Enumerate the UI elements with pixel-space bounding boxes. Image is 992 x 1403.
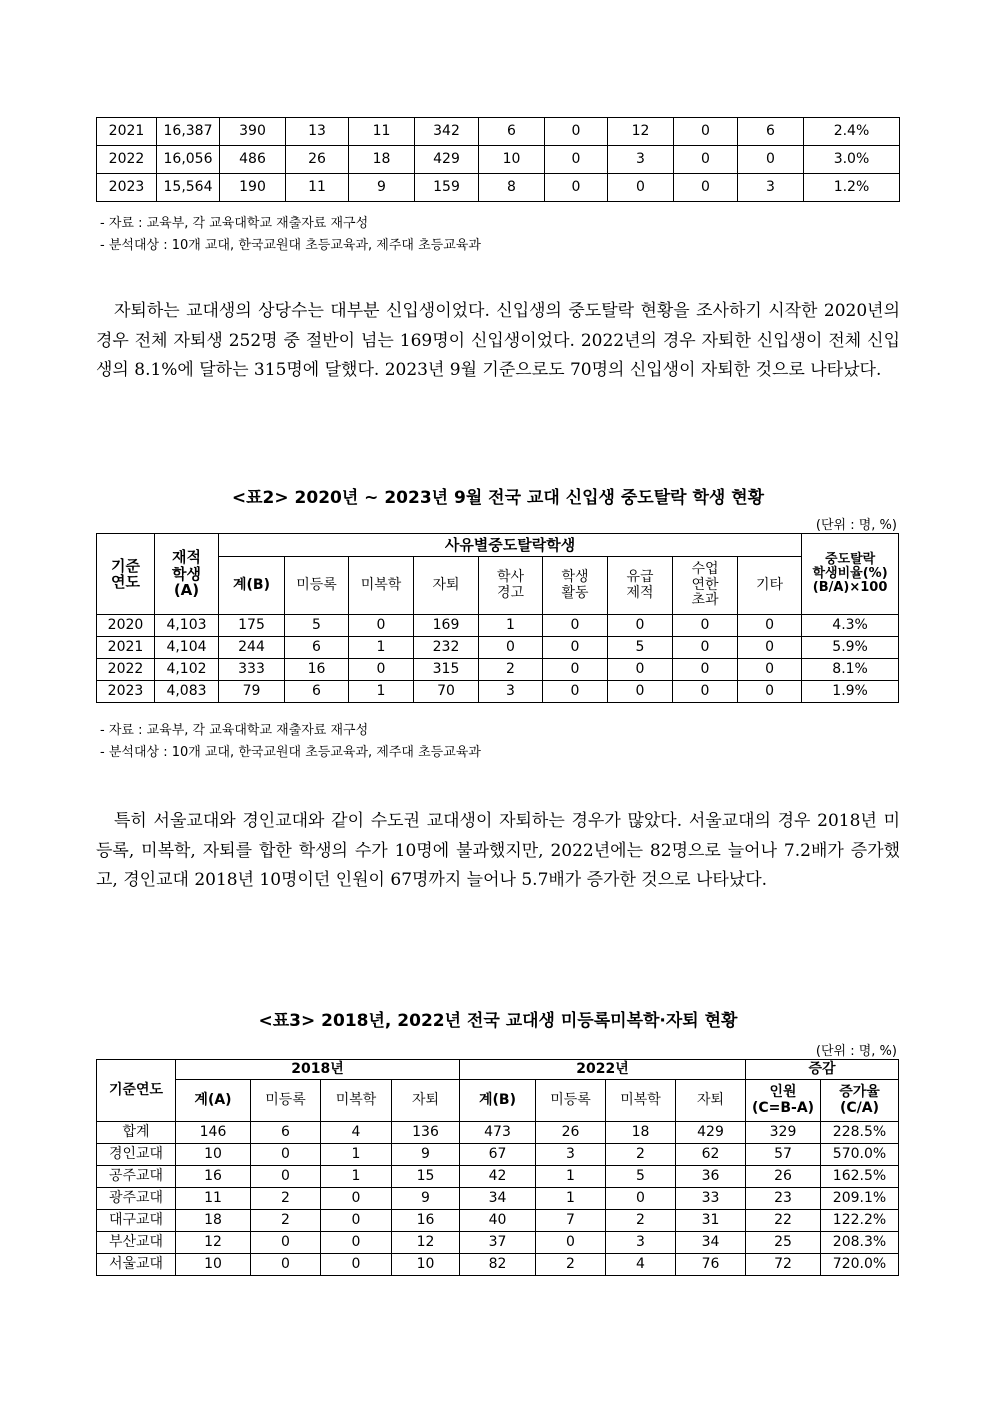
header-2018: 2018년 (176, 1060, 460, 1080)
table-cell: 0 (321, 1232, 392, 1254)
table-cell: 4 (321, 1122, 392, 1144)
table-cell: 16,056 (157, 146, 220, 174)
table-row (97, 1188, 899, 1210)
table-cell: 11 (286, 174, 349, 202)
table-cell: 2021 (97, 637, 155, 659)
table-cell: 0 (543, 659, 608, 681)
table-cell: 0 (738, 615, 802, 637)
table-cell: 4,103 (155, 615, 219, 637)
table-row (97, 146, 900, 174)
table-cell: 1 (536, 1166, 606, 1188)
table-cell: 3 (738, 174, 804, 202)
table-cell: 209.1% (821, 1188, 899, 1210)
table-cell: 1.9% (802, 681, 899, 703)
table-cell: 16 (285, 659, 349, 681)
table-cell: 2 (606, 1144, 676, 1166)
table-cell: 8.1% (802, 659, 899, 681)
header-enrolled: 재적 학생 (A) (155, 534, 219, 615)
table-cell: 5 (608, 637, 673, 659)
header-overdue: 수업 연한 초과 (673, 557, 738, 615)
table-cell: 16,387 (157, 118, 220, 146)
table-cell: 공주교대 (97, 1166, 176, 1188)
header-academic-warning: 학사 경고 (479, 557, 543, 615)
table-cell: 5 (285, 615, 349, 637)
table-cell: 2022 (97, 659, 155, 681)
table-cell: 부산교대 (97, 1232, 176, 1254)
table-cell: 1 (349, 681, 414, 703)
table-cell: 0 (608, 659, 673, 681)
table1-note-source: - 자료 : 교육부, 각 교육대학교 재출자료 재구성 (100, 216, 369, 231)
table-cell: 175 (219, 615, 285, 637)
table-cell: 2020 (97, 615, 155, 637)
header-rate: 중도탈락 학생비율(%) (B/A)×100 (802, 534, 899, 615)
table-cell: 7 (536, 1210, 606, 1232)
table-cell: 9 (349, 174, 415, 202)
table-cell: 228.5% (821, 1122, 899, 1144)
table-row (97, 659, 899, 681)
table-cell: 2021 (97, 118, 157, 146)
table-cell: 0 (321, 1188, 392, 1210)
table-cell: 67 (460, 1144, 536, 1166)
header-dropout: 자퇴 (392, 1080, 460, 1122)
table-cell: 0 (251, 1166, 321, 1188)
table-cell: 342 (415, 118, 479, 146)
header-not-returned: 미복학 (321, 1080, 392, 1122)
table-cell: 70 (414, 681, 479, 703)
header-other: 기타 (738, 557, 802, 615)
table-cell: 570.0% (821, 1144, 899, 1166)
table-cell: 2023 (97, 174, 157, 202)
table-cell: 2023 (97, 681, 155, 703)
table-1-continuation (96, 117, 900, 202)
table-cell: 473 (460, 1122, 536, 1144)
table-cell: 11 (176, 1188, 251, 1210)
table2-note-scope: - 분석대상 : 10개 교대, 한국교원대 초등교육과, 제주대 초등교육과 (100, 745, 481, 760)
table-cell: 12 (608, 118, 674, 146)
table-cell: 10 (176, 1144, 251, 1166)
table-cell: 대구교대 (97, 1210, 176, 1232)
table-cell: 333 (219, 659, 285, 681)
table-cell: 0 (321, 1210, 392, 1232)
header-total-a: 계(A) (176, 1080, 251, 1122)
table-cell: 429 (676, 1122, 746, 1144)
table-cell: 12 (176, 1232, 251, 1254)
table-cell: 25 (746, 1232, 821, 1254)
header-dropout: 자퇴 (414, 557, 479, 615)
table-cell: 0 (673, 637, 738, 659)
table-row (97, 1210, 899, 1232)
table-cell: 0 (608, 174, 674, 202)
table-row (97, 1144, 899, 1166)
table-cell: 6 (285, 681, 349, 703)
table-cell: 0 (608, 615, 673, 637)
table-cell: 2 (536, 1254, 606, 1276)
table-cell: 57 (746, 1144, 821, 1166)
header-held-back: 유급 제적 (608, 557, 673, 615)
table-cell: 10 (392, 1254, 460, 1276)
table-cell: 0 (673, 681, 738, 703)
table-cell: 서울교대 (97, 1254, 176, 1276)
table-cell: 486 (220, 146, 286, 174)
table3-title: <표3> 2018년, 2022년 전국 교대생 미등록미복학·자퇴 현황 (258, 1011, 738, 1031)
header-growth: 증가율 (C/A) (821, 1080, 899, 1122)
header-student-activity: 학생 활동 (543, 557, 608, 615)
table-cell: 0 (321, 1254, 392, 1276)
table-cell: 경인교대 (97, 1144, 176, 1166)
table-cell: 6 (479, 118, 545, 146)
table-row (97, 615, 899, 637)
table-cell: 18 (176, 1210, 251, 1232)
table-cell: 2022 (97, 146, 157, 174)
table-3 (96, 1059, 899, 1276)
table-cell: 2 (251, 1210, 321, 1232)
table-cell: 0 (606, 1188, 676, 1210)
header-total-b: 계(B) (460, 1080, 536, 1122)
table-cell: 0 (543, 681, 608, 703)
table-row (97, 174, 900, 202)
table-cell: 0 (738, 681, 802, 703)
table-cell: 12 (392, 1232, 460, 1254)
table1-note-scope: - 분석대상 : 10개 교대, 한국교원대 초등교육과, 제주대 초등교육과 (100, 238, 481, 253)
table-2 (96, 533, 899, 703)
table-row (97, 637, 899, 659)
header-people: 인원 (C=B-A) (746, 1080, 821, 1122)
table-cell: 0 (545, 146, 608, 174)
table-cell: 429 (415, 146, 479, 174)
table-cell: 18 (349, 146, 415, 174)
table-cell: 5.9% (802, 637, 899, 659)
table-row (97, 1122, 899, 1144)
table-row (97, 681, 899, 703)
table-cell: 6 (738, 118, 804, 146)
paragraph-1: 자퇴하는 교대생의 상당수는 대부분 신입생이었다. 신입생의 중도탈락 현황을 조사하기 시작한 2020년의 경우 전체 자퇴생 252명 중 절반이 넘는 169명이 신입생이었다. 2022년의 경우 자퇴한 신입생이 전체 신입생의 8.1%에 달하는 315명에 달했다. 2023년 9월 기준으로도 70명의 신입생이 자퇴한 것으로 나타났다. (96, 301, 900, 380)
table-cell: 244 (219, 637, 285, 659)
table-cell: 6 (285, 637, 349, 659)
table-row (97, 1232, 899, 1254)
header-dropout-group: 사유별중도탈락학생 (219, 534, 802, 557)
table-cell: 1 (479, 615, 543, 637)
table-cell: 15,564 (157, 174, 220, 202)
table-cell: 광주교대 (97, 1188, 176, 1210)
table-cell: 15 (392, 1166, 460, 1188)
table-cell: 136 (392, 1122, 460, 1144)
table-cell: 1 (349, 637, 414, 659)
header-dropout: 자퇴 (676, 1080, 746, 1122)
table-cell: 0 (738, 637, 802, 659)
table-cell: 1 (536, 1188, 606, 1210)
header-unregistered: 미등록 (251, 1080, 321, 1122)
header-not-returned: 미복학 (606, 1080, 676, 1122)
table-cell: 26 (286, 146, 349, 174)
table-cell: 329 (746, 1122, 821, 1144)
table-cell: 62 (676, 1144, 746, 1166)
table-cell: 1 (321, 1166, 392, 1188)
table-cell: 0 (674, 118, 738, 146)
table-cell: 79 (219, 681, 285, 703)
table-cell: 4,102 (155, 659, 219, 681)
table-cell: 합계 (97, 1122, 176, 1144)
table2-unit: (단위 : 명, %) (815, 518, 897, 533)
table-cell: 37 (460, 1232, 536, 1254)
table-cell: 0 (349, 659, 414, 681)
table-cell: 0 (543, 637, 608, 659)
table-cell: 26 (746, 1166, 821, 1188)
table-cell: 34 (460, 1188, 536, 1210)
table-cell: 190 (220, 174, 286, 202)
table-cell: 26 (536, 1122, 606, 1144)
table-cell: 4,083 (155, 681, 219, 703)
table-row (97, 1166, 899, 1188)
table-cell: 0 (738, 146, 804, 174)
table-cell: 162.5% (821, 1166, 899, 1188)
table-cell: 8 (479, 174, 545, 202)
table2-title: <표2> 2020년 ~ 2023년 9월 전국 교대 신입생 중도탈락 학생 현황 (231, 488, 765, 508)
table-cell: 390 (220, 118, 286, 146)
table-cell: 146 (176, 1122, 251, 1144)
header-total: 계(B) (219, 557, 285, 615)
table-cell: 42 (460, 1166, 536, 1188)
header-year: 기준 연도 (97, 534, 155, 615)
table-cell: 159 (415, 174, 479, 202)
table-cell: 0 (738, 659, 802, 681)
table-cell: 3 (536, 1144, 606, 1166)
table-cell: 0 (543, 615, 608, 637)
table-cell: 31 (676, 1210, 746, 1232)
table-cell: 315 (414, 659, 479, 681)
table-cell: 0 (674, 174, 738, 202)
table-cell: 0 (545, 174, 608, 202)
table-cell: 3 (479, 681, 543, 703)
table-cell: 40 (460, 1210, 536, 1232)
table-cell: 0 (251, 1254, 321, 1276)
table-cell: 122.2% (821, 1210, 899, 1232)
table-cell: 2 (479, 659, 543, 681)
table-cell: 0 (251, 1232, 321, 1254)
table-cell: 13 (286, 118, 349, 146)
table-cell: 23 (746, 1188, 821, 1210)
table-cell: 1 (321, 1144, 392, 1166)
table-cell: 2 (606, 1210, 676, 1232)
table-cell: 72 (746, 1254, 821, 1276)
header-unregistered: 미등록 (536, 1080, 606, 1122)
table-cell: 232 (414, 637, 479, 659)
table3-unit: (단위 : 명, %) (815, 1044, 897, 1059)
table-cell: 2.4% (804, 118, 900, 146)
table-cell: 16 (176, 1166, 251, 1188)
table-cell: 3 (606, 1232, 676, 1254)
table-cell: 0 (251, 1144, 321, 1166)
table-cell: 33 (676, 1188, 746, 1210)
paragraph-2: 특히 서울교대와 경인교대와 같이 수도권 교대생이 자퇴하는 경우가 많았다. 서울교대의 경우 2018년 미등록, 미복학, 자퇴를 합한 학생의 수가 10명에 불과했지만, 2022년에는 82명으로 늘어나 7.2배가 증가했고, 경인교대 2018년 10명이던 인원이 67명까지 늘어나 5.7배가 증가한 것으로 나타났다. (96, 811, 900, 890)
table-row (97, 1254, 899, 1276)
table-cell: 10 (176, 1254, 251, 1276)
table-row (97, 118, 900, 146)
table-cell: 18 (606, 1122, 676, 1144)
header-unregistered: 미등록 (285, 557, 349, 615)
table-cell: 11 (349, 118, 415, 146)
table-cell: 3.0% (804, 146, 900, 174)
table-cell: 34 (676, 1232, 746, 1254)
table-cell: 169 (414, 615, 479, 637)
table-cell: 16 (392, 1210, 460, 1232)
table-cell: 4,104 (155, 637, 219, 659)
table-cell: 0 (479, 637, 543, 659)
table-cell: 76 (676, 1254, 746, 1276)
table-cell: 9 (392, 1144, 460, 1166)
table-cell: 10 (479, 146, 545, 174)
table-cell: 0 (674, 146, 738, 174)
header-change: 증감 (746, 1060, 899, 1080)
table-cell: 0 (673, 615, 738, 637)
table-cell: 3 (608, 146, 674, 174)
header-year: 기준연도 (97, 1060, 176, 1122)
header-not-returned: 미복학 (349, 557, 414, 615)
table-cell: 5 (606, 1166, 676, 1188)
table-cell: 0 (536, 1232, 606, 1254)
table-cell: 36 (676, 1166, 746, 1188)
table-cell: 1.2% (804, 174, 900, 202)
table-cell: 4.3% (802, 615, 899, 637)
header-2022: 2022년 (460, 1060, 746, 1080)
table-cell: 0 (349, 615, 414, 637)
table-cell: 0 (608, 681, 673, 703)
table2-note-source: - 자료 : 교육부, 각 교육대학교 재출자료 재구성 (100, 723, 369, 738)
table-cell: 2 (251, 1188, 321, 1210)
table-cell: 6 (251, 1122, 321, 1144)
table-cell: 208.3% (821, 1232, 899, 1254)
table-cell: 22 (746, 1210, 821, 1232)
table-cell: 9 (392, 1188, 460, 1210)
table-cell: 82 (460, 1254, 536, 1276)
table-cell: 0 (673, 659, 738, 681)
table-cell: 4 (606, 1254, 676, 1276)
table-cell: 720.0% (821, 1254, 899, 1276)
table-cell: 0 (545, 118, 608, 146)
